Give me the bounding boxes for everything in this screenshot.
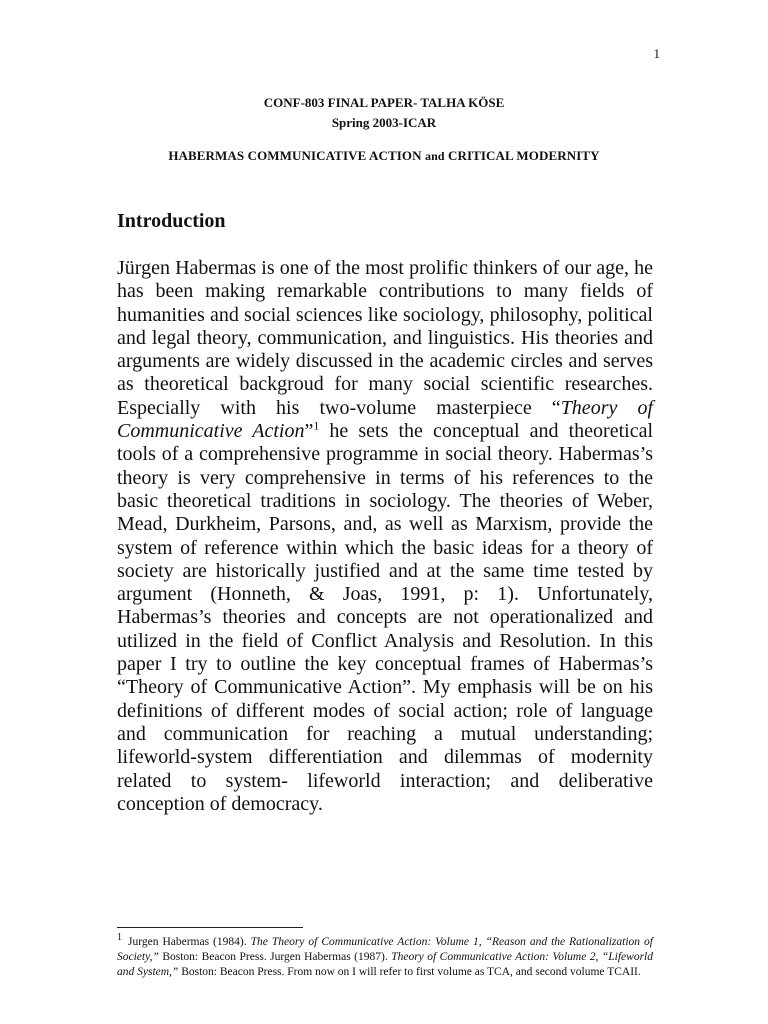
introduction-paragraph	[117, 257, 653, 816]
paragraph-text-start: Jürgen Habermas is one of the most prolific thinkers of our age, he has been making remarkable contributions to many fields of humanities and social sciences like sociology, philosophy, political and legal theory, communication, and linguistics. His theories and arguments are widely discussed in the academic circles and serves as theoretical backgroud for many social scientific researches. Especially with his two-volume masterpiece “	[117, 257, 653, 419]
paragraph-text-end: he sets the conceptual and theoretical tools of a comprehensive programme in social theory. Habermas’s theory is very comprehensive in terms of his references to the basic theoretical traditions in sociology. The theories of Weber, Mead, Durkheim, Parsons, and, as well as Marxism, provide the system of reference within which the basic ideas for a theory of society are historically justified and at the same time tested by argument (Honneth, & Joas, 1991, p: 1). Unfortunately, Habermas’s theories and concepts are not operationalized and utilized in the field of Conflict Analysis and Resolution. In this paper I try to outline the key conceptual frames of Habermas’s “Theory of Communicative Action”. My emphasis will be on his definitions of different modes of social action; role of language and communication for reaching a mutual understanding; lifeworld-system differentiation and dilemmas of modernity related to system- lifeworld interaction; and deliberative conception of democracy.	[117, 420, 654, 815]
term-and-institution: Spring 2003-ICAR	[331, 115, 437, 130]
footnote-seg-1: Jurgen Habermas (1984).	[128, 936, 251, 948]
footnote-seg-3: Boston: Beacon Press. Jurgen Habermas (1987).	[158, 951, 392, 963]
section-heading: Introduction	[117, 210, 226, 232]
title-part-2: CRITICAL MODERNITY	[447, 148, 600, 163]
footnote-seg-5: Boston: Beacon Press. From now on I will refer to first volume as TCA, and second volume TCAII.	[178, 966, 641, 978]
footnote	[117, 932, 654, 980]
paper-title	[0, 148, 768, 164]
footnote-mark: 1	[117, 932, 122, 944]
footnote-reference[interactable]: 1	[313, 418, 320, 433]
paper-header	[0, 93, 768, 133]
title-part-1: HABERMAS COMMUNICATIVE ACTION	[168, 148, 422, 163]
footnote-seg-4: Theory of Communicative Action: Volume 2, “Lifeworld and System,”	[117, 951, 654, 978]
course-and-author: CONF-803 FINAL PAPER- TALHA KÖSE	[263, 95, 505, 110]
footnote-divider	[117, 927, 303, 928]
closing-quote: ”	[304, 420, 314, 443]
book-title: Theory of Communicative Action	[117, 396, 653, 443]
footnote-seg-2: The Theory of Communicative Action: Volume 1, “Reason and the Rationalization of Society,”	[117, 936, 653, 963]
page-number: 1	[653, 46, 660, 61]
title-and-word: and	[424, 149, 445, 163]
